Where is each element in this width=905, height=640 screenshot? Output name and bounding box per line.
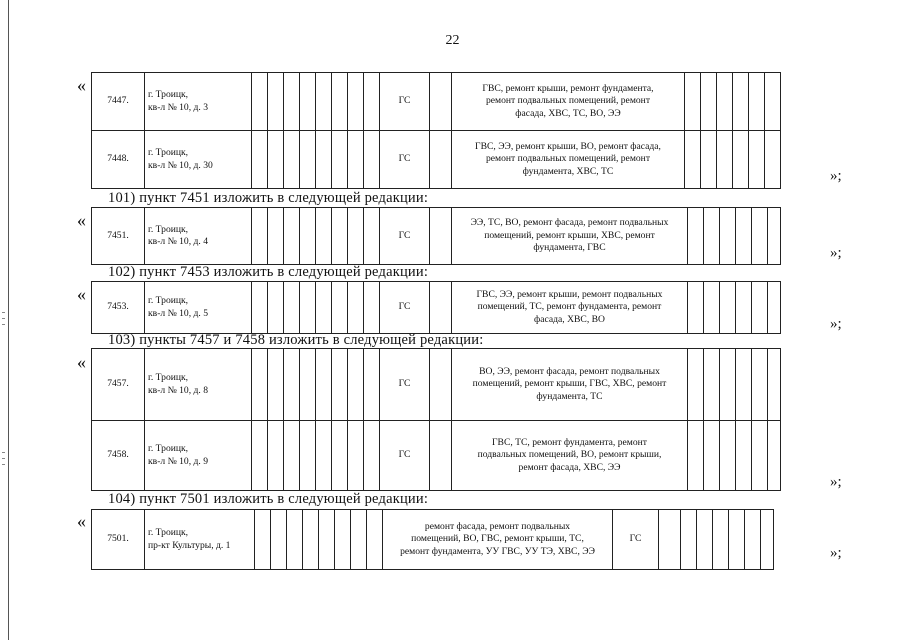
- address-street: кв-л № 10, д. 8: [148, 384, 208, 396]
- works-line: фасада, ХВС, ВО: [534, 313, 605, 325]
- gs-cell: ГС: [380, 282, 430, 334]
- works-line: помещений, ремонт крыши, ХВС, ремонт: [484, 229, 655, 241]
- close-quote: »;: [830, 316, 842, 332]
- address-cell: [145, 510, 255, 570]
- gs-cell: ГС: [613, 510, 659, 570]
- item-number: 7447.: [92, 73, 145, 131]
- works-cell: [452, 131, 685, 189]
- close-quote: »;: [830, 168, 842, 184]
- works-cell: [452, 73, 685, 131]
- open-quote: «: [77, 284, 86, 304]
- address-street: кв-л № 10, д. 5: [148, 307, 208, 319]
- page-number: 22: [445, 33, 460, 48]
- open-quote: «: [77, 352, 86, 372]
- address-street: кв-л № 10, д. 4: [148, 236, 208, 247]
- works-line: ВО, ЭЭ, ремонт фасада, ремонт подвальных: [479, 365, 660, 377]
- close-quote: »;: [830, 245, 842, 261]
- table-row: [92, 208, 781, 265]
- item-number: 7451.: [92, 208, 145, 265]
- gs-cell: ГС: [380, 131, 430, 189]
- works-line: ГВС, ТС, ремонт фундамента, ремонт: [492, 436, 647, 448]
- address-cell: [145, 73, 252, 131]
- works-line: ГВС, ЭЭ, ремонт крыши, ремонт подвальных: [476, 288, 663, 300]
- page-margin-line: [8, 0, 9, 640]
- address-city: г. Троицк,: [148, 372, 189, 383]
- works-line: подвальных помещений, ВО, ремонт крыши,: [477, 449, 662, 461]
- margin-tick: [2, 464, 5, 465]
- table-row: [92, 73, 781, 131]
- address-street: пр-кт Культуры, д. 1: [148, 539, 231, 551]
- table-row: [92, 282, 781, 334]
- margin-tick: [2, 324, 5, 325]
- margin-tick: [2, 312, 5, 313]
- address-street: кв-л № 10, д. 9: [148, 455, 208, 467]
- works-line: помещений, ТС, ремонт фундамента, ремонт: [477, 301, 662, 313]
- amendment-table: [91, 509, 774, 570]
- address-cell: [145, 421, 252, 491]
- address-city: г. Троицк,: [148, 527, 189, 538]
- item-number: 7448.: [92, 131, 145, 189]
- address-street: кв-л № 10, д. 30: [148, 159, 213, 171]
- works-line: ремонт подвальных помещений, ремонт: [485, 95, 651, 107]
- works-line: ГВС, ЭЭ, ремонт крыши, ВО, ремонт фасада,: [475, 140, 661, 152]
- amendment-table: [91, 207, 781, 265]
- amendment-table: [91, 72, 781, 189]
- works-cell: [452, 421, 688, 491]
- address-city: г. Троицк,: [148, 89, 189, 100]
- item-number: 7501.: [92, 510, 145, 570]
- gs-cell: ГС: [380, 73, 430, 131]
- table-row: [92, 131, 781, 189]
- open-quote: «: [77, 210, 86, 230]
- amendment-table: [91, 281, 781, 334]
- works-line: фундамента, ГВС: [533, 242, 606, 254]
- gs-cell: ГС: [380, 208, 430, 265]
- open-quote: «: [77, 511, 86, 531]
- works-line: фундамента, ТС: [536, 390, 603, 402]
- works-line: помещений, ремонт крыши, ГВС, ХВС, ремонт: [472, 378, 667, 390]
- address-cell: [145, 282, 252, 334]
- works-line: фасада, ХВС, ТС, ВО, ЭЭ: [515, 107, 621, 119]
- item-number: 7453.: [92, 282, 145, 334]
- amendment-instruction: 101) пункт 7451 изложить в следующей редакции:: [108, 190, 429, 206]
- margin-tick: [2, 318, 5, 319]
- margin-tick: [2, 458, 5, 459]
- amendment-instruction: 104) пункт 7501 изложить в следующей редакции:: [108, 491, 429, 507]
- works-cell: [452, 349, 688, 421]
- amendment-table: [91, 348, 781, 491]
- table-row: [92, 510, 774, 570]
- close-quote: »;: [830, 545, 842, 561]
- address-street: кв-л № 10, д. 3: [148, 101, 208, 113]
- address-cell: [145, 349, 252, 421]
- works-line: ремонт фасада, ремонт подвальных: [424, 520, 571, 532]
- table-row: [92, 349, 781, 421]
- margin-tick: [2, 452, 5, 453]
- works-line: фундамента, ХВС, ТС: [522, 165, 614, 177]
- address-city: г. Троицк,: [148, 223, 189, 235]
- works-cell: [452, 208, 688, 265]
- address-city: г. Троицк,: [148, 295, 189, 306]
- item-number: 7458.: [92, 421, 145, 491]
- table-row: [92, 421, 781, 491]
- works-line: ремонт подвальных помещений, ремонт: [485, 153, 651, 165]
- item-number: 7457.: [92, 349, 145, 421]
- works-line: ГВС, ремонт крыши, ремонт фундамента,: [482, 82, 654, 94]
- address-city: г. Троицк,: [148, 147, 189, 158]
- address-cell: [145, 131, 252, 189]
- works-line: ЭЭ, ТС, ВО, ремонт фасада, ремонт подвальных: [470, 217, 669, 229]
- works-cell: [452, 282, 688, 334]
- close-quote: »;: [830, 474, 842, 490]
- works-cell: [383, 510, 613, 570]
- gs-cell: ГС: [380, 421, 430, 491]
- works-line: ремонт фасада, ХВС, ЭЭ: [518, 461, 621, 473]
- works-line: ремонт фундамента, УУ ГВС, УУ ТЭ, ХВС, ЭЭ: [400, 545, 595, 557]
- address-city: г. Троицк,: [148, 443, 189, 454]
- open-quote: «: [77, 75, 86, 95]
- amendment-instruction: 103) пункты 7457 и 7458 изложить в следующей редакции:: [108, 332, 484, 348]
- address-cell: [145, 208, 252, 265]
- gs-cell: ГС: [380, 349, 430, 421]
- works-line: помещений, ВО, ГВС, ремонт крыши, ТС,: [411, 533, 584, 545]
- amendment-instruction: 102) пункт 7453 изложить в следующей редакции:: [108, 264, 429, 280]
